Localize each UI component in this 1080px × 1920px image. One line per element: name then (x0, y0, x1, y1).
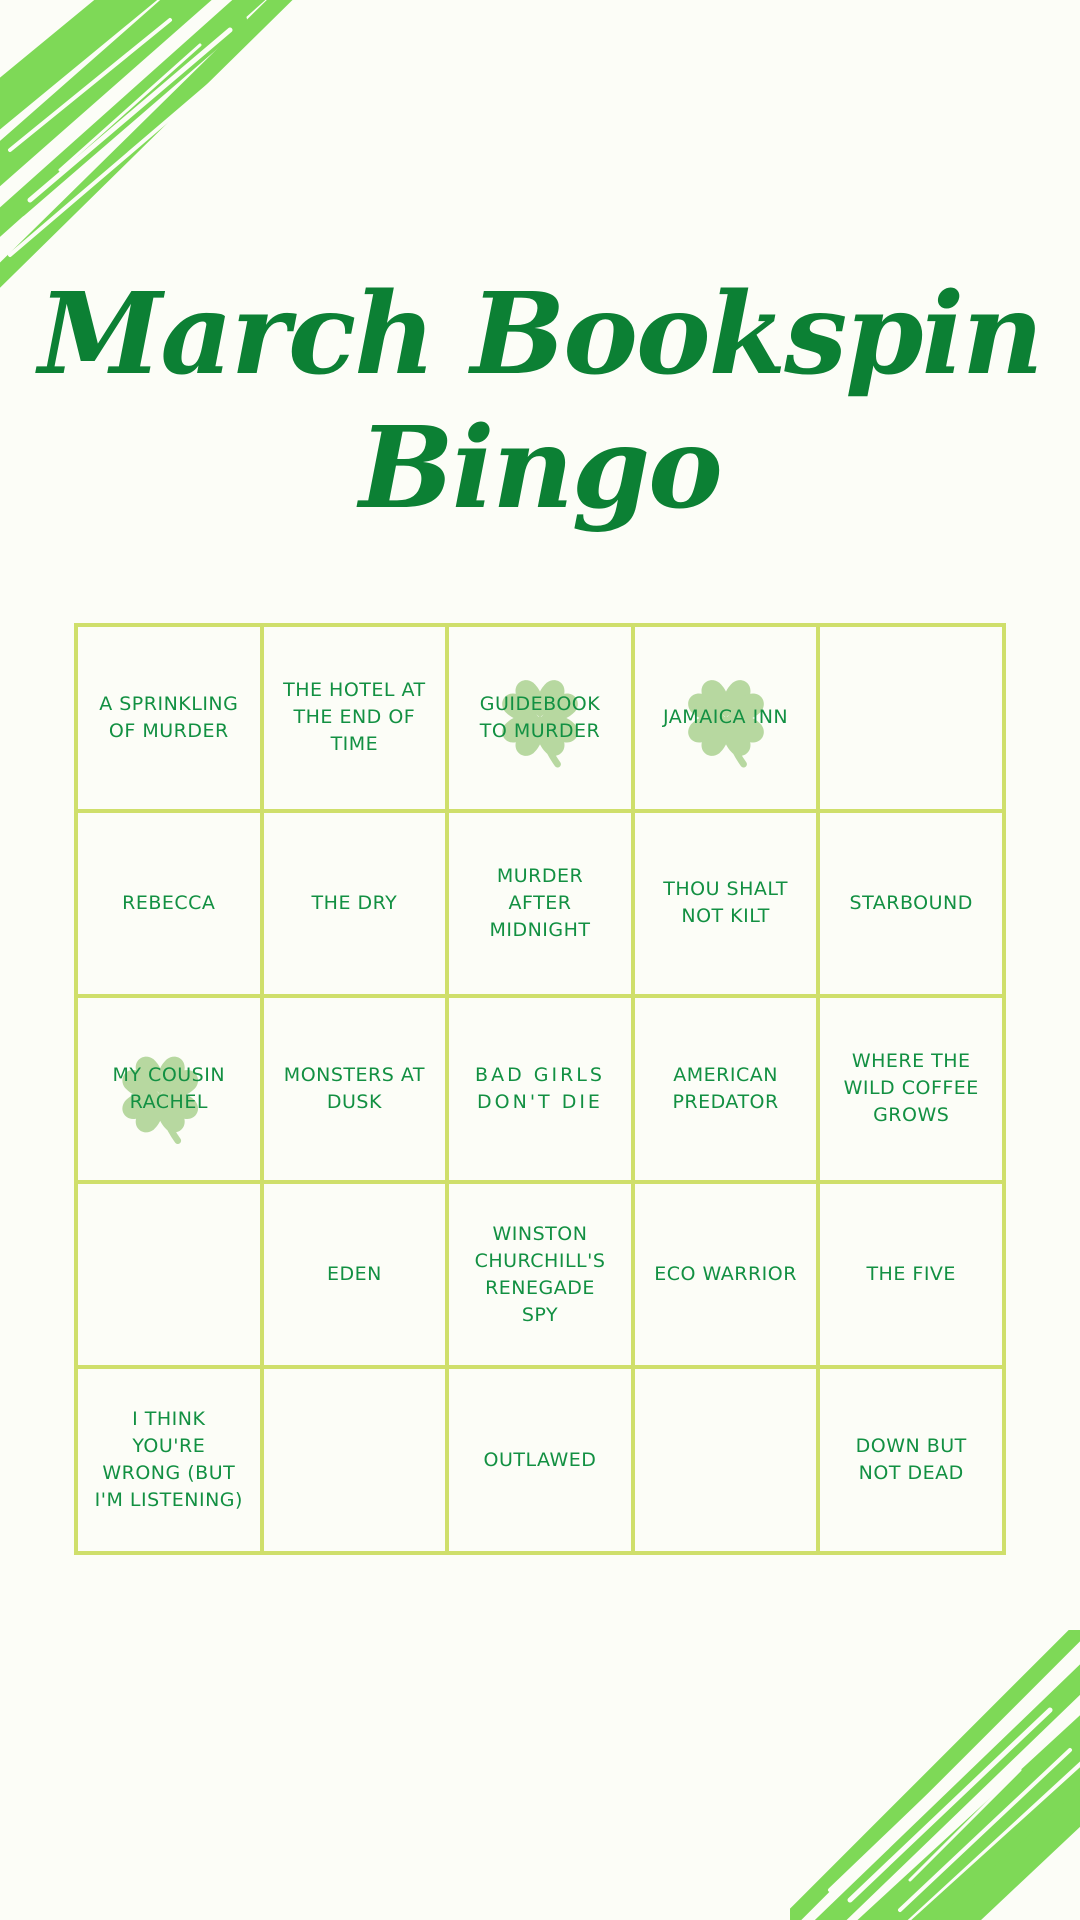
bingo-cell-label: MONSTERS AT DUSK (283, 1063, 425, 1113)
bingo-cell[interactable] (447, 625, 633, 811)
bingo-cell-label: THE FIVE (866, 1263, 956, 1286)
bingo-cell[interactable] (447, 996, 633, 1182)
bingo-cell[interactable] (818, 625, 1004, 811)
bingo-cell-label: MY COUSIN RACHEL (112, 1063, 226, 1113)
bingo-cell[interactable] (262, 811, 448, 997)
bingo-cell-label: AMERICAN PREDATOR (672, 1063, 779, 1113)
bingo-cell-label: EDEN (326, 1263, 382, 1286)
bingo-cell[interactable] (633, 996, 819, 1182)
bingo-cell[interactable] (76, 625, 262, 811)
bingo-cell-label: REBECCA (122, 891, 216, 914)
brush-stroke-decoration-bottom-right (790, 1630, 1080, 1920)
bingo-cell[interactable] (633, 1182, 819, 1368)
bingo-cell-label: ECO WARRIOR (654, 1263, 797, 1286)
bingo-cell[interactable] (76, 811, 262, 997)
bingo-cell[interactable] (818, 996, 1004, 1182)
bingo-cell-label: MURDER AFTER MIDNIGHT (489, 864, 591, 941)
bingo-cell[interactable] (447, 1367, 633, 1553)
bingo-cell[interactable] (76, 1367, 262, 1553)
title-line-1: March Bookspin (38, 269, 1042, 400)
bingo-cell[interactable] (262, 625, 448, 811)
bingo-cell[interactable] (633, 1367, 819, 1553)
bingo-cell[interactable] (262, 1182, 448, 1368)
bingo-cell[interactable] (76, 1182, 262, 1368)
bingo-cell-label: JAMAICA INN (663, 706, 789, 729)
bingo-cell[interactable] (818, 811, 1004, 997)
bingo-cell-label: WINSTON CHURCHILL'S RENEGADE SPY (474, 1222, 606, 1326)
bingo-cell[interactable] (818, 1182, 1004, 1368)
bingo-cell-label: DOWN BUT NOT DEAD (855, 1435, 967, 1485)
bingo-cell[interactable] (262, 1367, 448, 1553)
bingo-cell-label: THOU SHALT NOT KILT (663, 878, 788, 928)
bingo-board (74, 623, 1006, 1555)
bingo-cell[interactable] (818, 1367, 1004, 1553)
bingo-cell-label: OUTLAWED (483, 1448, 597, 1471)
bingo-cell[interactable] (447, 1182, 633, 1368)
bingo-cell[interactable] (262, 996, 448, 1182)
brush-stroke-decoration-top-left (0, 0, 310, 300)
bingo-cell[interactable] (633, 625, 819, 811)
bingo-cell[interactable] (76, 996, 262, 1182)
bingo-cell-label: THE HOTEL AT THE END OF TIME (283, 679, 426, 756)
bingo-cell[interactable] (633, 811, 819, 997)
bingo-cell-label: WHERE THE WILD COFFEE GROWS (843, 1050, 979, 1127)
bingo-cell-label: A SPRINKLING OF MURDER (99, 692, 239, 742)
bingo-cell-label: THE DRY (311, 891, 398, 914)
bingo-cell-label: STARBOUND (849, 891, 973, 914)
bingo-cell[interactable] (447, 811, 633, 997)
bingo-cell-label: BAD GIRLS DON'T DIE (475, 1063, 605, 1113)
title-line-2: Bingo (359, 403, 721, 534)
bingo-cell-label: I THINK YOU'RE WRONG (BUT I'M LISTENING) (94, 1408, 243, 1512)
page-title (0, 268, 1080, 536)
bingo-cell-label: GUIDEBOOK TO MURDER (479, 692, 601, 742)
